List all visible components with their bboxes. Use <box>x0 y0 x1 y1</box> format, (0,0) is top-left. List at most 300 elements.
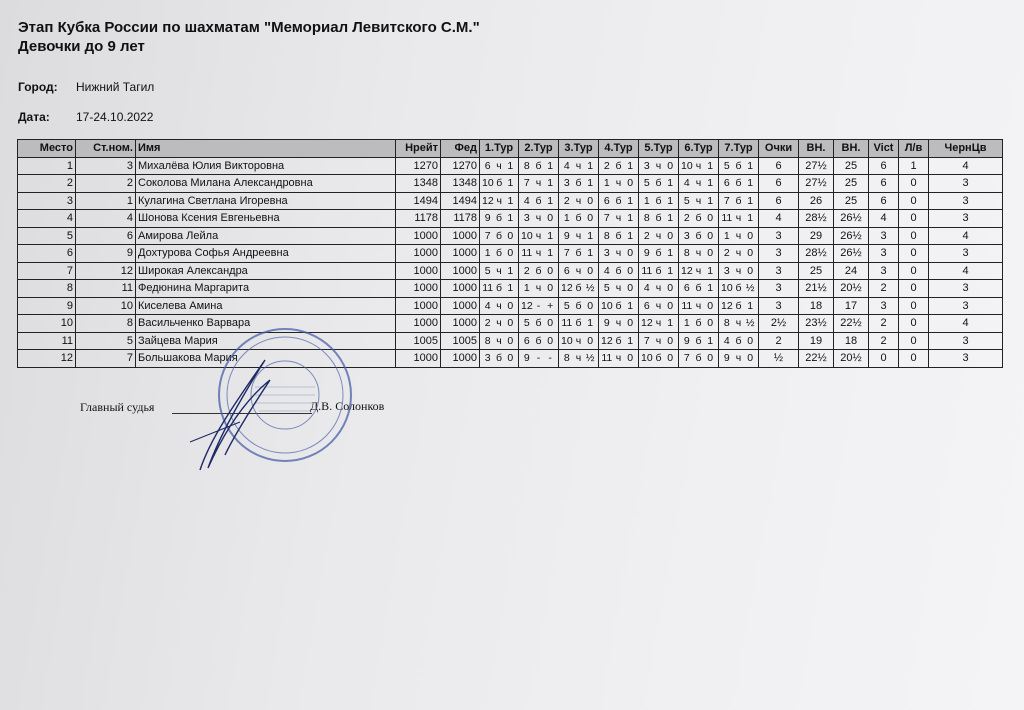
cell-round-7 <box>719 245 759 263</box>
cell-fed: 1000 <box>441 297 480 315</box>
cell-round-2 <box>519 175 559 193</box>
cell-round-6 <box>679 262 719 280</box>
round-color: ч <box>735 317 742 330</box>
round-color: ч <box>655 299 662 312</box>
table-row <box>18 227 1003 245</box>
date-value: 17-24.10.2022 <box>76 110 154 124</box>
cell-round-6 <box>679 192 719 210</box>
round-color: б <box>695 334 702 347</box>
round-result: 1 <box>587 177 594 190</box>
round-result: 0 <box>747 352 754 365</box>
round-result: 0 <box>587 334 594 347</box>
round-opponent: 8 <box>683 247 690 260</box>
cell-fed: 1000 <box>441 227 480 245</box>
round-color: ч <box>695 247 702 260</box>
round-opponent: 7 <box>643 334 650 347</box>
judge-signature <box>170 350 280 475</box>
round-result: 1 <box>547 177 554 190</box>
round-color: б <box>535 317 542 330</box>
round-color: ч <box>615 282 622 295</box>
round-result: 1 <box>627 299 634 312</box>
cell-round-1 <box>480 192 519 210</box>
cell-start-no: 9 <box>76 245 136 263</box>
round-opponent: 9 <box>643 247 650 260</box>
round-result: 1 <box>747 177 754 190</box>
round-color: б <box>655 247 662 260</box>
round-opponent: 1 <box>523 282 530 295</box>
round-opponent: 1 <box>643 194 650 207</box>
cell-start-no: 11 <box>76 280 136 298</box>
round-result: 0 <box>587 212 594 225</box>
round-result: 0 <box>707 352 714 365</box>
cell-lv: 0 <box>899 175 929 193</box>
cell-round-6 <box>679 157 719 175</box>
round-opponent: 1 <box>563 212 570 225</box>
round-color: б <box>575 299 582 312</box>
round-opponent: 2 <box>723 247 730 260</box>
cell-black: 3 <box>929 192 1003 210</box>
cell-black: 3 <box>929 245 1003 263</box>
cell-round-3 <box>559 332 599 350</box>
cell-round-2 <box>519 350 559 368</box>
round-opponent: 6 <box>683 282 690 295</box>
cell-round-3 <box>559 210 599 228</box>
round-color: ч <box>575 229 582 242</box>
cell-bh1: 22½ <box>799 350 834 368</box>
round-result: 0 <box>587 194 594 207</box>
cell-black: 3 <box>929 297 1003 315</box>
round-opponent: 8 <box>563 352 570 365</box>
cell-lv: 0 <box>899 192 929 210</box>
cell-round-6 <box>679 227 719 245</box>
cell-round-2 <box>519 332 559 350</box>
round-color: б <box>575 247 582 260</box>
round-color: б <box>615 159 622 172</box>
cell-points: 6 <box>759 157 799 175</box>
cell-bh2: 26½ <box>834 227 869 245</box>
round-opponent: 12 <box>561 282 573 295</box>
cell-points: 2½ <box>759 315 799 333</box>
round-color: ч <box>575 264 582 277</box>
header-black: ЧернЦв <box>929 140 1003 158</box>
round-color: б <box>496 177 503 190</box>
cell-round-2 <box>519 280 559 298</box>
cell-round-5 <box>639 157 679 175</box>
cell-round-3 <box>559 297 599 315</box>
cell-bh2: 25 <box>834 157 869 175</box>
round-color: б <box>735 194 742 207</box>
round-opponent: 10 <box>521 229 533 242</box>
round-result: 1 <box>707 159 714 172</box>
round-color: ч <box>695 159 702 172</box>
round-color: ч <box>575 334 582 347</box>
round-result: 0 <box>747 229 754 242</box>
cell-lv: 0 <box>899 332 929 350</box>
cell-lv: 0 <box>899 227 929 245</box>
cell-bh2: 18 <box>834 332 869 350</box>
cell-start-no: 2 <box>76 175 136 193</box>
cell-round-2 <box>519 315 559 333</box>
results-table <box>17 139 1003 368</box>
cell-round-4 <box>599 350 639 368</box>
round-opponent: 5 <box>603 282 610 295</box>
cell-round-7 <box>719 192 759 210</box>
round-opponent: 11 <box>521 247 533 260</box>
round-opponent: 11 <box>482 282 494 295</box>
round-color: ч <box>735 352 742 365</box>
round-result: 0 <box>507 317 514 330</box>
cell-round-3 <box>559 262 599 280</box>
cell-round-1 <box>480 157 519 175</box>
round-result: 1 <box>707 264 714 277</box>
cell-lv: 0 <box>899 350 929 368</box>
round-opponent: 11 <box>721 212 733 225</box>
cell-round-5 <box>639 332 679 350</box>
round-opponent: 5 <box>723 159 730 172</box>
cell-vict: 2 <box>869 315 899 333</box>
round-opponent: 4 <box>683 177 690 190</box>
cell-round-5 <box>639 280 679 298</box>
cell-start-no: 5 <box>76 332 136 350</box>
cell-black: 4 <box>929 315 1003 333</box>
round-result: 0 <box>547 334 554 347</box>
round-result: 0 <box>747 247 754 260</box>
round-color: ч <box>735 264 742 277</box>
cell-round-2 <box>519 210 559 228</box>
round-result: 1 <box>547 194 554 207</box>
round-opponent: 3 <box>603 247 610 260</box>
title-line-1: Этап Кубка России по шахматам "Мемориал Левитского С.М." <box>18 19 480 36</box>
round-result: 0 <box>547 317 554 330</box>
round-color: б <box>535 334 542 347</box>
round-color: ч <box>575 159 582 172</box>
round-color: б <box>655 264 662 277</box>
header-start-no: Ст.ном. <box>76 140 136 158</box>
cell-vict: 2 <box>869 280 899 298</box>
round-opponent: 8 <box>643 212 650 225</box>
cell-round-4 <box>599 245 639 263</box>
round-opponent: 3 <box>484 352 491 365</box>
cell-round-2 <box>519 157 559 175</box>
round-color: б <box>575 282 582 295</box>
cell-place: 5 <box>18 227 76 245</box>
round-color: б <box>695 212 702 225</box>
cell-lv: 0 <box>899 297 929 315</box>
round-result: 0 <box>547 212 554 225</box>
cell-round-3 <box>559 227 599 245</box>
round-result: 1 <box>627 212 634 225</box>
round-color: б <box>615 194 622 207</box>
cell-name: Соколова Милана Александровна <box>136 175 396 193</box>
round-opponent: 11 <box>681 299 693 312</box>
round-color: ч <box>496 299 502 312</box>
round-result: 0 <box>627 177 634 190</box>
header-round-2: 2.Тур <box>519 140 559 158</box>
cell-start-no: 8 <box>76 315 136 333</box>
cell-bh2: 25 <box>834 175 869 193</box>
round-color: б <box>615 299 622 312</box>
title-line-2: Девочки до 9 лет <box>18 38 145 55</box>
table-row <box>18 192 1003 210</box>
round-result: 1 <box>587 229 594 242</box>
round-color: б <box>655 194 662 207</box>
cell-lv: 0 <box>899 262 929 280</box>
round-color: б <box>695 229 702 242</box>
cell-round-3 <box>559 280 599 298</box>
round-color: ч <box>615 212 622 225</box>
round-result: 0 <box>667 299 674 312</box>
round-result: 0 <box>587 264 594 277</box>
cell-rating: 1000 <box>396 245 441 263</box>
round-result: 1 <box>667 194 674 207</box>
round-color: б <box>495 247 502 260</box>
round-opponent: 1 <box>683 317 690 330</box>
round-color: ч <box>695 194 702 207</box>
round-result: - <box>548 352 552 365</box>
cell-round-3 <box>559 157 599 175</box>
round-result: 0 <box>747 264 754 277</box>
round-opponent: 2 <box>603 159 610 172</box>
round-result: 1 <box>507 282 514 295</box>
round-color: - <box>536 299 541 312</box>
round-result: 1 <box>507 177 514 190</box>
round-result: 1 <box>707 282 714 295</box>
round-color: ч <box>496 159 502 172</box>
round-opponent: 3 <box>523 212 530 225</box>
cell-vict: 3 <box>869 262 899 280</box>
round-result: 1 <box>627 194 634 207</box>
round-result: 1 <box>627 229 634 242</box>
round-color: ч <box>615 177 622 190</box>
round-opponent: 7 <box>723 194 730 207</box>
round-opponent: 5 <box>643 177 650 190</box>
cell-round-4 <box>599 280 639 298</box>
round-opponent: 9 <box>563 229 570 242</box>
round-opponent: 12 <box>482 194 494 207</box>
round-result: ½ <box>585 282 595 295</box>
cell-round-7 <box>719 315 759 333</box>
round-result: 0 <box>507 334 514 347</box>
cell-round-5 <box>639 245 679 263</box>
cell-name: Киселева Амина <box>136 297 396 315</box>
round-result: 1 <box>507 264 514 277</box>
round-color: б <box>535 159 542 172</box>
cell-fed: 1494 <box>441 192 480 210</box>
round-opponent: 2 <box>523 264 530 277</box>
round-opponent: 4 <box>603 264 610 277</box>
round-opponent: 12 <box>681 264 693 277</box>
header-bh2: ВН. <box>834 140 869 158</box>
round-color: б <box>535 264 542 277</box>
header-lv: Л/в <box>899 140 929 158</box>
round-result: 1 <box>547 247 554 260</box>
round-result: 0 <box>667 229 674 242</box>
round-opponent: 10 <box>561 334 573 347</box>
cell-fed: 1005 <box>441 332 480 350</box>
round-result: 1 <box>627 334 634 347</box>
round-result: 1 <box>587 159 594 172</box>
cell-round-4 <box>599 175 639 193</box>
round-result: 0 <box>547 282 554 295</box>
cell-bh2: 20½ <box>834 280 869 298</box>
round-opponent: 9 <box>603 317 610 330</box>
round-opponent: 7 <box>683 352 690 365</box>
cell-round-7 <box>719 157 759 175</box>
round-color: ч <box>655 229 662 242</box>
round-color: б <box>495 212 502 225</box>
cell-bh1: 21½ <box>799 280 834 298</box>
cell-round-3 <box>559 315 599 333</box>
cell-lv: 0 <box>899 280 929 298</box>
round-color: ч <box>535 212 542 225</box>
round-result: 1 <box>667 177 674 190</box>
table-row <box>18 350 1003 368</box>
cell-round-7 <box>719 227 759 245</box>
round-opponent: 5 <box>563 299 570 312</box>
table-header-row <box>18 140 1003 158</box>
city-label: Город: <box>18 80 58 94</box>
round-result: 0 <box>707 212 714 225</box>
round-result: 0 <box>707 229 714 242</box>
round-opponent: 10 <box>681 159 693 172</box>
cell-rating: 1000 <box>396 297 441 315</box>
round-color: б <box>575 317 582 330</box>
cell-fed: 1000 <box>441 350 480 368</box>
cell-round-1 <box>480 315 519 333</box>
cell-round-7 <box>719 350 759 368</box>
round-color: б <box>495 282 502 295</box>
round-color: б <box>495 229 502 242</box>
round-result: 1 <box>747 299 754 312</box>
cell-round-4 <box>599 315 639 333</box>
round-result: 1 <box>507 212 514 225</box>
cell-fed: 1270 <box>441 157 480 175</box>
round-color: ч <box>655 159 662 172</box>
city-value: Нижний Тагил <box>76 80 155 94</box>
round-result: 0 <box>667 334 674 347</box>
cell-vict: 3 <box>869 227 899 245</box>
cell-round-2 <box>519 192 559 210</box>
header-name: Имя <box>136 140 396 158</box>
cell-name: Большакова Мария <box>136 350 396 368</box>
cell-black: 3 <box>929 175 1003 193</box>
cell-round-7 <box>719 262 759 280</box>
cell-round-1 <box>480 210 519 228</box>
cell-vict: 3 <box>869 297 899 315</box>
table-row <box>18 210 1003 228</box>
cell-vict: 3 <box>869 245 899 263</box>
round-color: б <box>655 212 662 225</box>
cell-start-no: 3 <box>76 157 136 175</box>
round-result: 0 <box>547 264 554 277</box>
cell-round-6 <box>679 245 719 263</box>
round-opponent: 12 <box>601 334 613 347</box>
header-fed: Фед <box>441 140 480 158</box>
header-rating: Нрейт <box>396 140 441 158</box>
round-opponent: 8 <box>484 334 491 347</box>
round-opponent: 7 <box>484 229 491 242</box>
round-result: 1 <box>547 159 554 172</box>
cell-fed: 1000 <box>441 315 480 333</box>
round-result: 1 <box>667 247 674 260</box>
round-result: 1 <box>587 317 594 330</box>
round-opponent: 9 <box>723 352 730 365</box>
round-color: б <box>615 264 622 277</box>
round-opponent: 9 <box>523 352 530 365</box>
cell-round-6 <box>679 297 719 315</box>
cell-vict: 0 <box>869 350 899 368</box>
round-result: ½ <box>585 352 595 365</box>
cell-black: 4 <box>929 157 1003 175</box>
round-result: 0 <box>667 352 674 365</box>
cell-place: 12 <box>18 350 76 368</box>
cell-round-5 <box>639 350 679 368</box>
round-result: 1 <box>747 194 754 207</box>
cell-rating: 1000 <box>396 227 441 245</box>
round-opponent: 3 <box>723 264 730 277</box>
cell-round-1 <box>480 262 519 280</box>
round-result: 1 <box>667 264 674 277</box>
round-result: 0 <box>507 352 514 365</box>
cell-black: 3 <box>929 332 1003 350</box>
cell-name: Федюнина Маргарита <box>136 280 396 298</box>
header-round-7: 7.Тур <box>719 140 759 158</box>
cell-rating: 1005 <box>396 332 441 350</box>
round-opponent: 12 <box>521 299 533 312</box>
round-opponent: 10 <box>721 282 733 295</box>
round-color: ч <box>496 334 502 347</box>
round-color: ч <box>615 352 622 365</box>
cell-name: Михалёва Юлия Викторовна <box>136 157 396 175</box>
judge-label: Главный судья <box>80 400 155 414</box>
header-bh1: ВН. <box>799 140 834 158</box>
round-opponent: 6 <box>563 264 570 277</box>
round-opponent: 5 <box>484 264 491 277</box>
round-result: 0 <box>627 317 634 330</box>
cell-bh1: 19 <box>799 332 834 350</box>
round-opponent: 6 <box>484 159 491 172</box>
cell-round-6 <box>679 210 719 228</box>
cell-bh1: 18 <box>799 297 834 315</box>
cell-points: 4 <box>759 210 799 228</box>
cell-fed: 1000 <box>441 280 480 298</box>
round-result: 0 <box>507 299 514 312</box>
round-color: - <box>536 352 541 365</box>
cell-points: 3 <box>759 227 799 245</box>
cell-place: 9 <box>18 297 76 315</box>
cell-rating: 1178 <box>396 210 441 228</box>
cell-bh2: 20½ <box>834 350 869 368</box>
cell-bh2: 25 <box>834 192 869 210</box>
header-vict: Vict <box>869 140 899 158</box>
round-opponent: 10 <box>641 352 653 365</box>
round-result: 1 <box>587 247 594 260</box>
round-result: 1 <box>507 194 514 207</box>
round-result: ½ <box>745 282 755 295</box>
header-round-5: 5.Тур <box>639 140 679 158</box>
cell-round-4 <box>599 210 639 228</box>
cell-bh1: 25 <box>799 262 834 280</box>
cell-name: Кулагина Светлана Игоревна <box>136 192 396 210</box>
round-opponent: 1 <box>484 247 491 260</box>
round-opponent: 4 <box>723 334 730 347</box>
round-opponent: 1 <box>603 177 610 190</box>
cell-round-1 <box>480 280 519 298</box>
cell-round-2 <box>519 227 559 245</box>
round-opponent: 1 <box>723 229 730 242</box>
round-opponent: 2 <box>484 317 491 330</box>
round-color: ч <box>735 247 742 260</box>
